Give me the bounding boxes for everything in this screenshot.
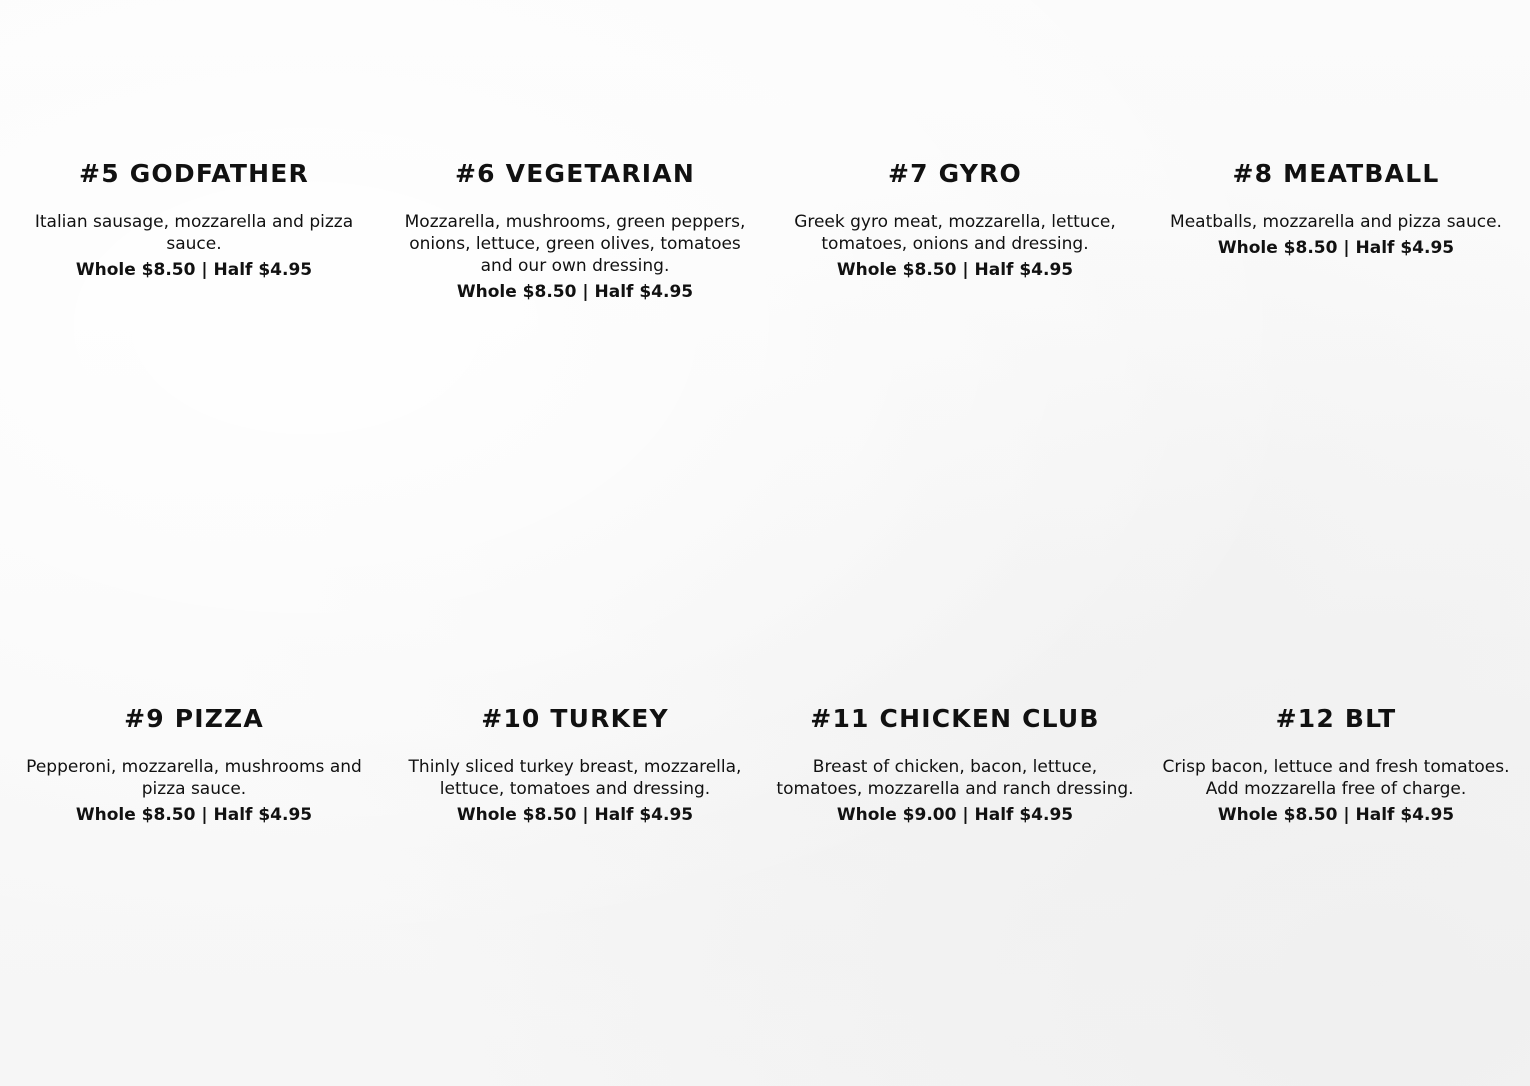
menu-item-chicken-club — [775, 704, 1135, 826]
item-description: Meatballs, mozzarella and pizza sauce. — [1170, 212, 1502, 232]
item-description: Thinly sliced turkey breast, mozzarella, lettuce, tomatoes and dressing. — [408, 757, 742, 799]
menu-item-meatball — [1156, 159, 1516, 259]
item-price: Whole $8.50 | Half $4.95 — [1217, 238, 1455, 258]
item-price: Whole $8.50 | Half $4.95 — [836, 260, 1074, 280]
item-price: Whole $8.50 | Half $4.95 — [456, 282, 694, 302]
item-description: Breast of chicken, bacon, lettuce, tomatoes, mozzarella and ranch dressing. — [776, 757, 1134, 799]
item-title: #5 GODFATHER — [79, 159, 309, 188]
item-price: Whole $9.00 | Half $4.95 — [836, 805, 1074, 825]
item-title: #7 GYRO — [887, 159, 1023, 188]
item-price: Whole $8.50 | Half $4.95 — [75, 260, 313, 280]
item-description: Italian sausage, mozzarella and pizza sauce. — [34, 212, 354, 254]
item-title: #11 CHICKEN CLUB — [810, 704, 1100, 733]
item-description: Pepperoni, mozzarella, mushrooms and pizza sauce. — [26, 757, 362, 799]
item-title: #6 VEGETARIAN — [455, 159, 695, 188]
item-price: Whole $8.50 | Half $4.95 — [75, 805, 313, 825]
item-title: #8 MEATBALL — [1232, 159, 1440, 188]
item-description: Mozzarella, mushrooms, green peppers, onions, lettuce, green olives, tomatoes and our own dressing. — [404, 212, 746, 276]
menu-item-pizza — [14, 704, 374, 826]
item-title: #10 TURKEY — [481, 704, 669, 733]
item-description: Greek gyro meat, mozzarella, lettuce, tomatoes, onions and dressing. — [794, 212, 1116, 254]
item-title: #9 PIZZA — [124, 704, 264, 733]
item-price: Whole $8.50 | Half $4.95 — [1217, 805, 1455, 825]
menu-item-turkey — [395, 704, 755, 826]
item-title: #12 BLT — [1275, 704, 1397, 733]
menu-item-blt — [1156, 704, 1516, 826]
menu-item-vegetarian — [395, 159, 755, 303]
item-price: Whole $8.50 | Half $4.95 — [456, 805, 694, 825]
menu-item-godfather — [14, 159, 374, 281]
item-description: Crisp bacon, lettuce and fresh tomatoes. Add mozzarella free of charge. — [1162, 757, 1510, 799]
menu-item-gyro — [775, 159, 1135, 281]
